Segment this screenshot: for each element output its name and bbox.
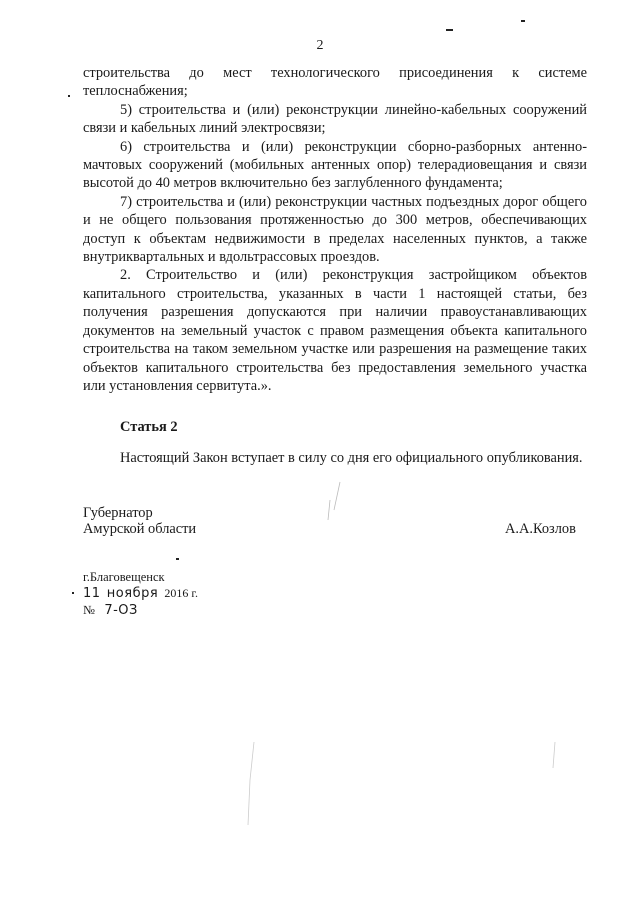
scan-streak [310,480,350,540]
law-number: 7-ОЗ [104,603,138,618]
place-number [83,602,198,619]
signature-position-line2: Амурской области [83,521,197,537]
scan-speck [521,20,525,22]
place-city: г.Благовещенск [83,570,165,584]
paragraph-item-7: 7) строительства и (или) реконструкции частных подъездных дорог общего и не общего пользования протяженностью до 300 метров, обеспечивающих доступ к объектам недвижимости в пределах населенных пунктов, а также внутриквартальных и вдольтрассовых проездов. [83,193,587,266]
number-sign: № [83,603,95,617]
scan-streak [230,740,270,830]
paragraph-continuation: строительства до мест технологического присоединения к системе теплоснабжения; [83,65,587,100]
place-date [83,585,198,602]
scan-speck [446,29,453,31]
paragraph-item-5: 5) строительства и (или) реконструкции линейно-кабельных сооружений связи и кабельных линий электросвязи; [83,101,587,137]
signature-position [83,505,196,537]
scan-streak [545,740,565,770]
scan-speck [68,95,70,97]
date-month: ноября [106,586,159,601]
scan-speck [176,558,179,560]
date-day: 11 [83,586,101,601]
page-number: 2 [316,38,324,53]
article-2-text: Настоящий Закон вступает в силу со дня его официального опубликования. [120,450,583,466]
paragraph-part-2: 2. Строительство и (или) реконструкция застройщиком объектов капитального строительства, указанных в части 1 настоящей статьи, без получения разрешения допускаются при наличии правоустанавливающих документов на земельный участок с правом размещения объекта капитального строительства на таком земельном участке или разрешения на размещение таких объектов капитального строительства без предоставления земельного участка или установления сервитута.». [83,267,587,394]
signature-position-line1: Губернатор [83,505,153,521]
date-year: 2016 г. [164,586,198,600]
law-body [83,64,587,395]
scan-speck [72,592,74,594]
article-2-title: Статья 2 [120,419,178,435]
signature-name: А.А.Козлов [505,521,576,537]
paragraph-item-6: 6) строительства и (или) реконструкции сборно-разборных антенно-мачтовых сооружений (мобильных антенных опор) телерадиовещания и связи высотой до 40 метров включительно без заглубленного фундамента; [83,138,587,192]
place-date-block [83,569,198,619]
article-2-body [83,449,587,467]
